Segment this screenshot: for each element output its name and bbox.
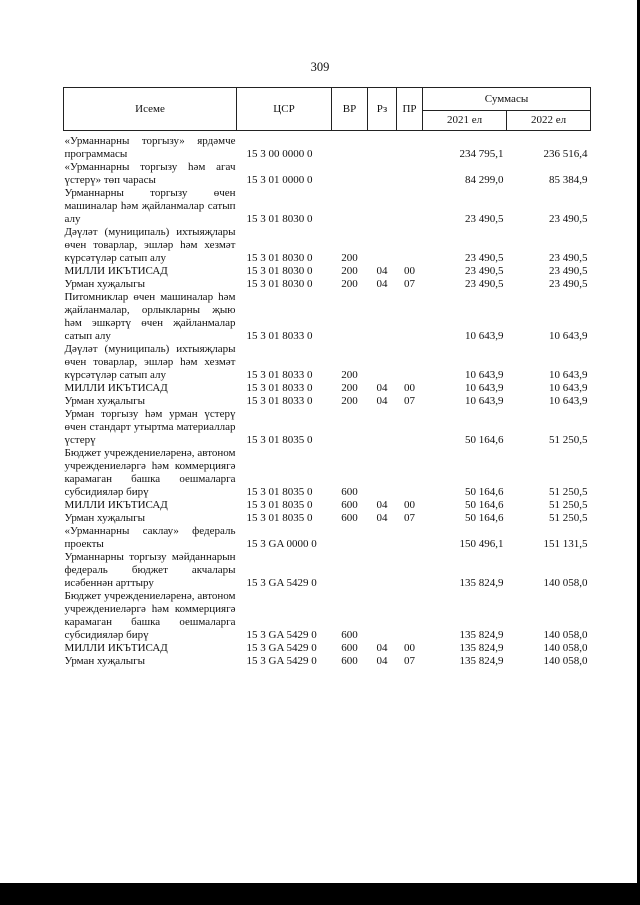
- row-vr: 600: [341, 655, 358, 667]
- row-amount-2021: 23 490,5: [465, 252, 504, 264]
- row-rz: [368, 161, 397, 187]
- row-vr: 200: [341, 395, 358, 407]
- row-name: «Урманнарны торгызу» ярдәмче программасы: [64, 135, 236, 160]
- row-amount-2021: 50 164,6: [465, 512, 504, 524]
- table-row: [64, 499, 591, 512]
- row-rz: [368, 590, 397, 642]
- row-vr: 600: [341, 629, 358, 641]
- row-csr: 15 3 01 8030 0: [246, 278, 313, 290]
- row-rz: [368, 291, 397, 343]
- table-row: [64, 525, 591, 551]
- budget-table: [63, 87, 591, 668]
- table-row: [64, 226, 591, 265]
- row-vr: [332, 408, 368, 447]
- row-rz: 04: [376, 278, 388, 290]
- row-amount-2022: 23 490,5: [549, 252, 588, 264]
- row-amount-2021: 10 643,9: [465, 330, 504, 342]
- row-rz: [368, 343, 397, 382]
- table-row: [64, 655, 591, 668]
- row-rz: [368, 226, 397, 265]
- row-amount-2022: 140 058,0: [543, 655, 588, 667]
- row-rz: [368, 551, 397, 590]
- row-vr: [332, 135, 368, 161]
- row-name: Урман хуҗалыгы: [64, 395, 146, 407]
- row-vr: [332, 525, 368, 551]
- table-row: [64, 447, 591, 499]
- row-name: Дәүләт (муниципаль) ихтыяҗлары өчен товарлар, эшләр һәм хезмәт күрсәтүләр сатып алу: [64, 226, 236, 264]
- row-name: Урман торгызу һәм урман үстерү өчен стандарт утыртма материаллар үстерү: [64, 408, 236, 446]
- row-amount-2022: 23 490,5: [549, 213, 588, 225]
- row-vr: 200: [341, 265, 358, 277]
- row-amount-2022: 23 490,5: [549, 278, 588, 290]
- row-amount-2021: 50 164,6: [465, 434, 504, 446]
- row-name: Дәүләт (муниципаль) ихтыяҗлары өчен товарлар, эшләр һәм хезмәт күрсәтүләр сатып алу: [64, 343, 236, 381]
- row-name: Урман хуҗалыгы: [64, 278, 146, 290]
- row-pr: [397, 226, 423, 265]
- header-sums: Суммасы: [423, 88, 591, 111]
- row-vr: 600: [341, 642, 358, 654]
- row-name: Бюджет учреждениеләренә, автоном учреждениеләргә һәм коммерциягә карамаган башка оешмаларга субсидияләр бирү: [64, 447, 236, 498]
- row-csr: 15 3 01 8030 0: [246, 265, 313, 277]
- row-amount-2022: 51 250,5: [549, 434, 588, 446]
- row-amount-2021: 50 164,6: [465, 486, 504, 498]
- row-pr: 07: [404, 278, 415, 290]
- row-pr: 07: [404, 655, 415, 667]
- row-rz: 04: [376, 382, 388, 394]
- row-name: МИЛЛИ ИКЪТИСАД: [64, 265, 168, 277]
- row-rz: [368, 447, 397, 499]
- row-name: «Урманнарны саклау» федераль проекты: [64, 525, 236, 550]
- row-amount-2022: 10 643,9: [549, 382, 588, 394]
- header-rz: Рз: [368, 88, 397, 131]
- row-name: Урман хуҗалыгы: [64, 512, 146, 524]
- row-csr: 15 3 01 8035 0: [246, 499, 313, 511]
- row-pr: 00: [404, 642, 415, 654]
- row-name: Питомниклар өчен машиналар һәм җайланмалар, орлыкларны җыю һәм эшкәртү өчен җайланмалар сатып алу: [64, 291, 236, 342]
- row-pr: [397, 135, 423, 161]
- table-row: [64, 278, 591, 291]
- row-csr: 15 3 GA 5429 0: [246, 629, 317, 641]
- row-vr: 600: [341, 512, 358, 524]
- row-amount-2021: 23 490,5: [465, 213, 504, 225]
- table-body: [64, 131, 591, 669]
- row-pr: [397, 590, 423, 642]
- row-vr: [332, 551, 368, 590]
- row-rz: 04: [376, 642, 388, 654]
- row-amount-2022: 85 384,9: [549, 174, 588, 186]
- row-rz: 04: [376, 499, 388, 511]
- row-rz: 04: [376, 655, 388, 667]
- row-pr: 00: [404, 499, 415, 511]
- row-amount-2021: 23 490,5: [465, 278, 504, 290]
- row-amount-2021: 135 824,9: [459, 655, 504, 667]
- table-row: [64, 382, 591, 395]
- row-pr: [397, 447, 423, 499]
- row-amount-2021: 10 643,9: [465, 395, 504, 407]
- row-amount-2021: 84 299,0: [465, 174, 504, 186]
- row-csr: 15 3 01 8035 0: [246, 486, 313, 498]
- table-row: [64, 551, 591, 590]
- row-csr: 15 3 01 8033 0: [246, 330, 313, 342]
- row-amount-2022: 140 058,0: [543, 629, 588, 641]
- table-row: [64, 512, 591, 525]
- table-row: [64, 590, 591, 642]
- table-row: [64, 265, 591, 278]
- row-vr: [332, 187, 368, 226]
- row-csr: 15 3 GA 5429 0: [246, 655, 317, 667]
- header-vr: ВР: [332, 88, 368, 131]
- row-rz: 04: [376, 512, 388, 524]
- scan-edge-bottom: [0, 883, 640, 905]
- row-csr: 15 3 01 8033 0: [246, 395, 313, 407]
- row-vr: [332, 291, 368, 343]
- row-amount-2021: 234 795,1: [459, 148, 504, 160]
- row-amount-2022: 151 131,5: [543, 538, 588, 550]
- table-row: [64, 187, 591, 226]
- table-row: [64, 161, 591, 187]
- page-number: 309: [310, 60, 330, 74]
- row-vr: 600: [341, 499, 358, 511]
- table-row: [64, 135, 591, 161]
- row-amount-2021: 10 643,9: [465, 382, 504, 394]
- row-rz: [368, 408, 397, 447]
- row-vr: 200: [341, 252, 358, 264]
- header-year-2021: 2021 ел: [423, 111, 507, 131]
- row-amount-2021: 150 496,1: [459, 538, 504, 550]
- row-pr: [397, 551, 423, 590]
- header-pr: ПР: [397, 88, 423, 131]
- table-header: [64, 88, 591, 131]
- row-rz: [368, 187, 397, 226]
- row-pr: 07: [404, 512, 415, 524]
- row-amount-2022: 51 250,5: [549, 499, 588, 511]
- row-name: МИЛЛИ ИКЪТИСАД: [64, 499, 168, 511]
- header-name: Исеме: [64, 88, 237, 131]
- row-pr: 07: [404, 395, 415, 407]
- row-csr: 15 3 01 8030 0: [246, 252, 313, 264]
- row-pr: 00: [404, 265, 415, 277]
- row-name: Урман хуҗалыгы: [64, 655, 146, 667]
- row-csr: 15 3 01 8033 0: [246, 382, 313, 394]
- row-csr: 15 3 00 0000 0: [246, 148, 313, 160]
- row-vr: 200: [341, 369, 358, 381]
- header-csr: ЦСР: [237, 88, 332, 131]
- row-pr: [397, 525, 423, 551]
- row-pr: 00: [404, 382, 415, 394]
- row-pr: [397, 408, 423, 447]
- row-name: Бюджет учреждениеләренә, автоном учреждениеләргә һәм коммерциягә карамаган башка оешмаларга субсидияләр бирү: [64, 590, 236, 641]
- row-rz: [368, 135, 397, 161]
- row-name: МИЛЛИ ИКЪТИСАД: [64, 382, 168, 394]
- row-amount-2022: 236 516,4: [543, 148, 588, 160]
- row-amount-2022: 51 250,5: [549, 486, 588, 498]
- row-name: «Урманнарны торгызу һәм агач үстерү» төп чарасы: [64, 161, 236, 186]
- row-name: МИЛЛИ ИКЪТИСАД: [64, 642, 168, 654]
- row-amount-2022: 10 643,9: [549, 330, 588, 342]
- row-csr: 15 3 01 8035 0: [246, 512, 313, 524]
- row-amount-2022: 23 490,5: [549, 265, 588, 277]
- row-pr: [397, 187, 423, 226]
- row-vr: 600: [341, 486, 358, 498]
- row-amount-2022: 10 643,9: [549, 369, 588, 381]
- row-name: Урманнарны торгызу мәйданнарын федераль бюджет акчалары исәбеннән арттыру: [64, 551, 236, 589]
- row-rz: 04: [376, 265, 388, 277]
- row-amount-2021: 135 824,9: [459, 629, 504, 641]
- row-csr: 15 3 01 8033 0: [246, 369, 313, 381]
- row-csr: 15 3 GA 0000 0: [246, 538, 317, 550]
- row-csr: 15 3 GA 5429 0: [246, 642, 317, 654]
- row-amount-2022: 140 058,0: [543, 577, 588, 589]
- table-row: [64, 343, 591, 382]
- row-csr: 15 3 GA 5429 0: [246, 577, 317, 589]
- row-amount-2021: 23 490,5: [465, 265, 504, 277]
- table-row: [64, 408, 591, 447]
- row-pr: [397, 161, 423, 187]
- row-csr: 15 3 01 0000 0: [246, 174, 313, 186]
- row-amount-2021: 10 643,9: [465, 369, 504, 381]
- row-rz: [368, 525, 397, 551]
- table-row: [64, 291, 591, 343]
- row-amount-2022: 140 058,0: [543, 642, 588, 654]
- row-amount-2021: 135 824,9: [459, 577, 504, 589]
- header-year-2022: 2022 ел: [507, 111, 591, 131]
- row-csr: 15 3 01 8030 0: [246, 213, 313, 225]
- row-pr: [397, 343, 423, 382]
- row-vr: 200: [341, 278, 358, 290]
- row-vr: [332, 161, 368, 187]
- row-pr: [397, 291, 423, 343]
- row-amount-2022: 51 250,5: [549, 512, 588, 524]
- row-rz: 04: [376, 395, 388, 407]
- row-vr: 200: [341, 382, 358, 394]
- row-name: Урманнарны торгызу өчен машиналар һәм җайланмалар сатып алу: [64, 187, 236, 225]
- table-row: [64, 395, 591, 408]
- row-amount-2022: 10 643,9: [549, 395, 588, 407]
- row-amount-2021: 50 164,6: [465, 499, 504, 511]
- row-csr: 15 3 01 8035 0: [246, 434, 313, 446]
- row-amount-2021: 135 824,9: [459, 642, 504, 654]
- table-row: [64, 642, 591, 655]
